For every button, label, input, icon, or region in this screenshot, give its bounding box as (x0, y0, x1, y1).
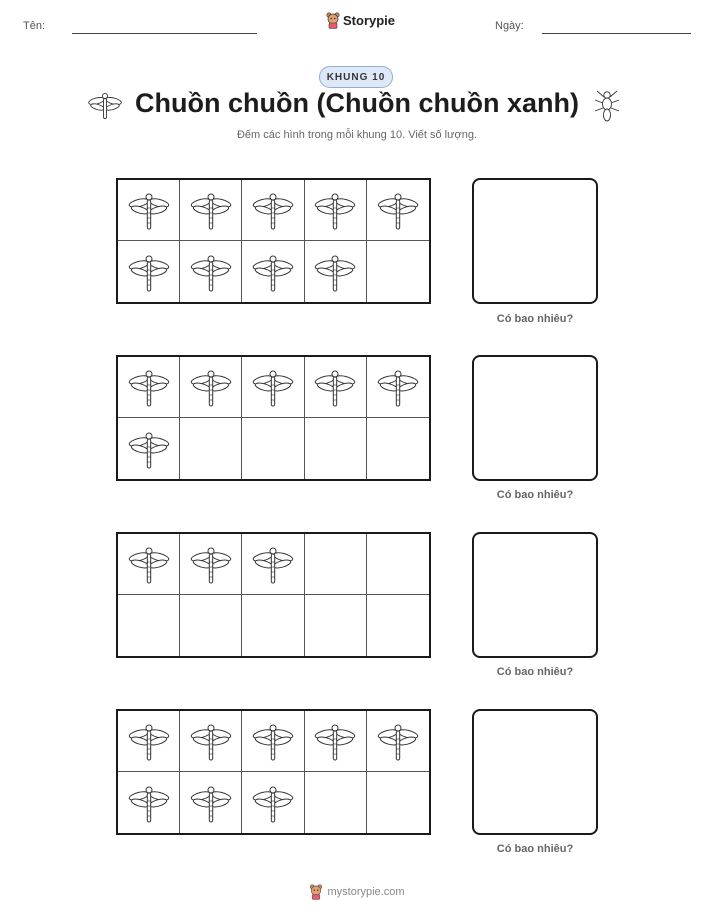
name-line[interactable] (72, 33, 257, 34)
frame-cell (180, 241, 242, 302)
frame-cell (242, 534, 304, 595)
dragonfly-icon (250, 780, 296, 826)
frame-cell (242, 595, 304, 656)
frame-cell (118, 595, 180, 656)
dragonfly-icon (188, 780, 234, 826)
answer-box-1[interactable] (472, 178, 598, 304)
dragonfly-icon (312, 249, 358, 295)
frame-cell (180, 711, 242, 772)
frame-cell (118, 357, 180, 418)
frame-cell (118, 772, 180, 833)
dragonfly-icon (126, 364, 172, 410)
dragonfly-icon (250, 187, 296, 233)
ten-frame-1 (116, 178, 431, 304)
dragonfly-icon (375, 364, 421, 410)
frame-cell (118, 711, 180, 772)
dragonfly-icon (188, 364, 234, 410)
frame-cell (367, 241, 429, 302)
frame-cell (305, 241, 367, 302)
dragonfly-icon (250, 541, 296, 587)
dragonfly-icon (126, 780, 172, 826)
name-label: Tên: (23, 20, 46, 32)
frame-cell (367, 711, 429, 772)
frame-cell (118, 418, 180, 479)
frame-cell (242, 357, 304, 418)
answer-box-3[interactable] (472, 532, 598, 658)
date-label: Ngày: (495, 20, 524, 32)
bear-mascot-icon (309, 884, 323, 900)
frame-cell (367, 418, 429, 479)
dragonfly-icon (188, 718, 234, 764)
frame-cell (305, 180, 367, 241)
page-title: Chuồn chuồn (Chuồn chuồn xanh) (135, 88, 579, 118)
frame-cell (367, 772, 429, 833)
frame-cell (180, 772, 242, 833)
frame-cell (242, 772, 304, 833)
frame-cell (305, 418, 367, 479)
frame-cell (305, 595, 367, 656)
frame-cell (118, 534, 180, 595)
dragonfly-icon (126, 187, 172, 233)
frame-cell (305, 534, 367, 595)
frame-cell (242, 418, 304, 479)
date-line[interactable] (542, 33, 691, 34)
ten-frame-3 (116, 532, 431, 658)
brand-name: Storypie (343, 13, 396, 28)
dragonfly-icon (126, 426, 172, 472)
dragonfly-icon (375, 187, 421, 233)
frame-cell (367, 357, 429, 418)
ten-frame-2 (116, 355, 431, 481)
frame-cell (180, 534, 242, 595)
answer-box-4[interactable] (472, 709, 598, 835)
how-many-label-3: Có bao nhiêu? (496, 666, 574, 678)
dragonfly-icon (126, 718, 172, 764)
answer-box-2[interactable] (472, 355, 598, 481)
dragonfly-icon (250, 364, 296, 410)
instructions: Đếm các hình trong mỗi khung 10. Viết số lượng. (236, 129, 477, 141)
how-many-label-4: Có bao nhiêu? (496, 843, 574, 855)
dragonfly-icon (126, 541, 172, 587)
frame-cell (180, 418, 242, 479)
frame-cell (305, 772, 367, 833)
frame-cell (305, 711, 367, 772)
frame-cell (242, 180, 304, 241)
dragonfly-icon (312, 364, 358, 410)
frame-cell (367, 180, 429, 241)
how-many-label-2: Có bao nhiêu? (496, 489, 574, 501)
dragonfly-icon (312, 187, 358, 233)
frame-cell (180, 180, 242, 241)
dragonfly-icon (188, 187, 234, 233)
dragonfly-icon (375, 718, 421, 764)
dragonfly-nymph-icon (592, 88, 622, 122)
frame-cell (180, 357, 242, 418)
frame-cell (180, 595, 242, 656)
frame-cell (305, 357, 367, 418)
frame-cell (367, 534, 429, 595)
how-many-label-1: Có bao nhiêu? (496, 313, 574, 325)
dragonfly-icon (188, 541, 234, 587)
ten-frame-badge: KHUNG 10 (319, 66, 393, 88)
dragonfly-icon (188, 249, 234, 295)
frame-cell (118, 241, 180, 302)
frame-cell (367, 595, 429, 656)
footer (0, 884, 714, 900)
dragonfly-icon (126, 249, 172, 295)
bear-mascot-icon (326, 12, 340, 29)
frame-cell (242, 711, 304, 772)
frame-cell (242, 241, 304, 302)
dragonfly-icon (250, 718, 296, 764)
dragonfly-icon (250, 249, 296, 295)
dragonfly-icon (312, 718, 358, 764)
footer-url: mystorypie.com (327, 886, 405, 898)
frame-cell (118, 180, 180, 241)
ten-frame-4 (116, 709, 431, 835)
brand-logo (326, 12, 395, 29)
